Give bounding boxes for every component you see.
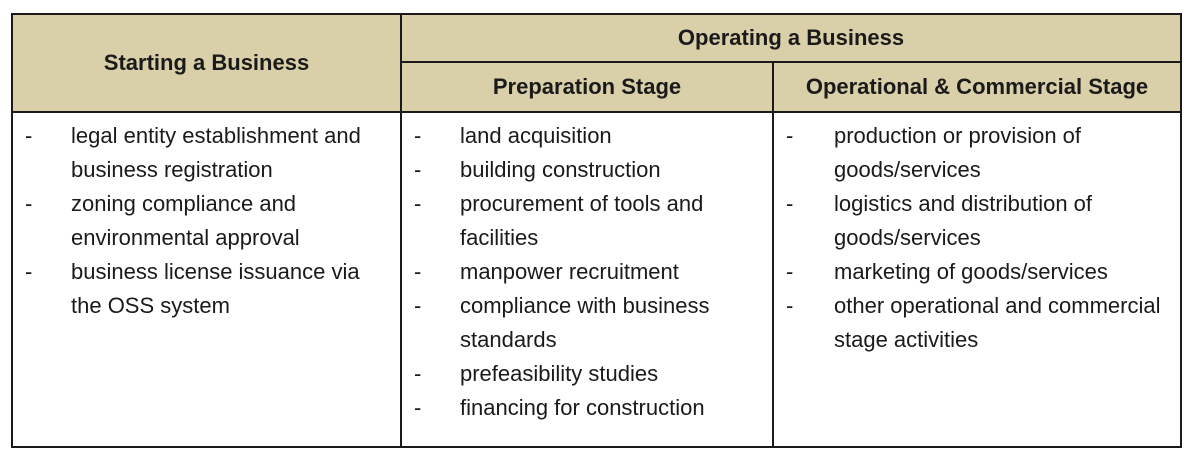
- list-item-text: production or provision of goods/services: [834, 123, 1082, 182]
- dash-bullet: -: [786, 293, 794, 318]
- list-item-text: prefeasibility studies: [460, 361, 659, 386]
- dash-bullet: -: [414, 157, 422, 182]
- dash-bullet: -: [414, 191, 422, 216]
- list-item: [13, 119, 392, 187]
- column-preparation-stage: [402, 113, 774, 446]
- dash-bullet: -: [786, 123, 794, 148]
- list-item-text: zoning compliance and environmental approval: [71, 191, 300, 250]
- list-item: [402, 391, 764, 425]
- list-item: [402, 119, 764, 153]
- business-stages-table: [11, 13, 1182, 448]
- column-operational-stage: [774, 113, 1180, 446]
- dash-bullet: -: [25, 191, 33, 216]
- list-item: [13, 255, 392, 323]
- list-item-text: procurement of tools and facilities: [460, 191, 704, 250]
- header-starting-label: Starting a Business: [103, 50, 310, 75]
- list-item: [774, 187, 1172, 255]
- preparation-stage-list: [402, 113, 772, 425]
- list-item: [402, 357, 764, 391]
- dash-bullet: -: [414, 361, 422, 386]
- header-starting-business: [13, 15, 402, 113]
- list-item-text: building construction: [460, 157, 661, 182]
- dash-bullet: -: [786, 191, 794, 216]
- list-item-text: manpower recruitment: [460, 259, 679, 284]
- dash-bullet: -: [786, 259, 794, 284]
- list-item-text: other operational and commercial stage activities: [834, 293, 1161, 352]
- list-item-text: legal entity establishment and business registration: [71, 123, 361, 182]
- header-preparation-stage: [402, 63, 774, 113]
- header-operational-label: Operational & Commercial Stage: [805, 74, 1149, 99]
- list-item: [774, 255, 1172, 289]
- dash-bullet: -: [414, 259, 422, 284]
- list-item-text: compliance with business standards: [460, 293, 710, 352]
- dash-bullet: -: [414, 123, 422, 148]
- list-item-text: business license issuance via the OSS system: [71, 259, 360, 318]
- list-item: [13, 187, 392, 255]
- header-operational-stage: [774, 63, 1180, 113]
- dash-bullet: -: [25, 123, 33, 148]
- list-item: [774, 289, 1172, 357]
- dash-bullet: -: [25, 259, 33, 284]
- starting-business-list: [13, 113, 400, 323]
- list-item: [402, 255, 764, 289]
- list-item: [774, 119, 1172, 187]
- column-starting-business: [13, 113, 402, 446]
- list-item-text: land acquisition: [460, 123, 612, 148]
- list-item: [402, 187, 764, 255]
- operational-stage-list: [774, 113, 1180, 357]
- list-item-text: financing for construction: [460, 395, 705, 420]
- header-operating-business: [402, 15, 1180, 63]
- header-preparation-label: Preparation Stage: [492, 74, 682, 99]
- list-item-text: marketing of goods/services: [834, 259, 1108, 284]
- dash-bullet: -: [414, 395, 422, 420]
- header-operating-label: Operating a Business: [677, 25, 905, 50]
- list-item: [402, 289, 764, 357]
- list-item-text: logistics and distribution of goods/services: [834, 191, 1093, 250]
- dash-bullet: -: [414, 293, 422, 318]
- list-item: [402, 153, 764, 187]
